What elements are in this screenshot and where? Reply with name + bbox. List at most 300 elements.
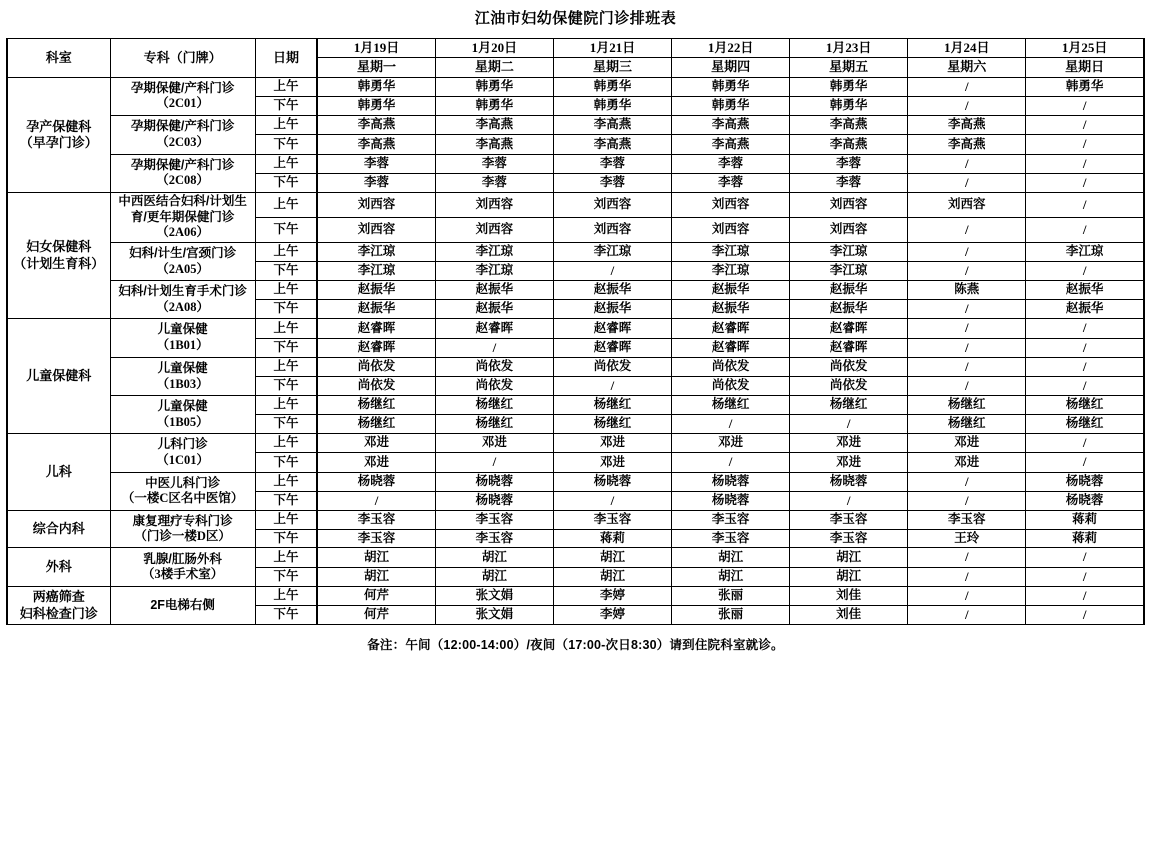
department-cell bbox=[7, 193, 110, 319]
schedule-cell-doctor: 杨继红 bbox=[317, 396, 435, 415]
header-day-date-4: 1月22日 bbox=[672, 39, 790, 58]
schedule-cell-empty: / bbox=[1026, 193, 1144, 218]
schedule-cell-doctor: 胡江 bbox=[317, 567, 435, 586]
schedule-cell-doctor: 胡江 bbox=[553, 548, 671, 567]
schedule-cell-doctor: 赵振华 bbox=[553, 281, 671, 300]
schedule-cell-doctor: 胡江 bbox=[553, 567, 671, 586]
schedule-cell-doctor: 胡江 bbox=[317, 548, 435, 567]
schedule-cell-doctor: 邓进 bbox=[790, 453, 908, 472]
schedule-cell-doctor: 尚依发 bbox=[435, 357, 553, 376]
schedule-cell-empty: / bbox=[1026, 217, 1144, 242]
schedule-cell-doctor: 杨继红 bbox=[790, 396, 908, 415]
schedule-cell-doctor: 李蓉 bbox=[435, 173, 553, 192]
schedule-cell-doctor: 李蓉 bbox=[790, 173, 908, 192]
clinic-name-line1: 妇科/计生/宫颈门诊 bbox=[129, 246, 237, 260]
header-day-weekday-2: 星期二 bbox=[435, 58, 553, 77]
schedule-cell-doctor: 李江琼 bbox=[317, 242, 435, 261]
clinic-cell bbox=[110, 154, 255, 193]
session-cell: 上午 bbox=[255, 511, 317, 530]
schedule-cell-doctor: 蒋莉 bbox=[553, 529, 671, 548]
schedule-cell-doctor: 邓进 bbox=[553, 453, 671, 472]
table-row bbox=[7, 193, 1144, 218]
schedule-cell-doctor: 赵振华 bbox=[1026, 300, 1144, 319]
session-cell: 上午 bbox=[255, 396, 317, 415]
schedule-cell-doctor: 韩勇华 bbox=[672, 77, 790, 96]
header-day-date-5: 1月23日 bbox=[790, 39, 908, 58]
session-cell: 上午 bbox=[255, 77, 317, 96]
schedule-cell-doctor: 邓进 bbox=[317, 434, 435, 453]
clinic-cell bbox=[110, 396, 255, 434]
session-cell: 下午 bbox=[255, 262, 317, 281]
schedule-cell-doctor: 李江琼 bbox=[435, 262, 553, 281]
schedule-cell-doctor: 赵振华 bbox=[790, 281, 908, 300]
table-row bbox=[7, 511, 1144, 530]
clinic-name-line1: 康复理疗专科门诊 bbox=[132, 513, 233, 528]
department-name-line2: （早孕门诊） bbox=[19, 134, 98, 150]
schedule-cell-doctor: 赵振华 bbox=[553, 300, 671, 319]
schedule-cell-empty: / bbox=[908, 96, 1026, 115]
schedule-cell-doctor: 张文娟 bbox=[435, 586, 553, 605]
schedule-cell-doctor: 杨晓蓉 bbox=[317, 472, 435, 491]
clinic-name-line1: 儿科门诊 bbox=[157, 437, 208, 452]
schedule-cell-empty: / bbox=[790, 414, 908, 433]
schedule-cell-empty: / bbox=[1026, 135, 1144, 154]
schedule-cell-doctor: 胡江 bbox=[435, 567, 553, 586]
schedule-cell-doctor: 杨晓蓉 bbox=[435, 491, 553, 510]
schedule-cell-doctor: 何芹 bbox=[317, 586, 435, 605]
schedule-cell-doctor: 韩勇华 bbox=[790, 77, 908, 96]
schedule-cell-doctor: 邓进 bbox=[672, 434, 790, 453]
session-cell: 下午 bbox=[255, 567, 317, 586]
clinic-name-line2: （3楼手术室） bbox=[142, 567, 224, 582]
clinic-cell bbox=[110, 434, 255, 473]
header-day-weekday-3: 星期三 bbox=[553, 58, 671, 77]
clinic-cell bbox=[110, 472, 255, 511]
header-day-weekday-7: 星期日 bbox=[1026, 58, 1144, 77]
schedule-cell-empty: / bbox=[1026, 116, 1144, 135]
schedule-cell-empty: / bbox=[1026, 606, 1144, 625]
schedule-cell-doctor: 刘西容 bbox=[317, 217, 435, 242]
schedule-cell-doctor: 刘佳 bbox=[790, 606, 908, 625]
schedule-cell-doctor: 杨继红 bbox=[672, 396, 790, 415]
schedule-cell-empty: / bbox=[908, 567, 1026, 586]
schedule-cell-doctor: 韩勇华 bbox=[435, 77, 553, 96]
schedule-cell-doctor: 李高燕 bbox=[435, 116, 553, 135]
session-cell: 上午 bbox=[255, 548, 317, 567]
department-cell bbox=[7, 586, 110, 625]
schedule-cell-doctor: 李高燕 bbox=[317, 135, 435, 154]
schedule-cell-doctor: 赵振华 bbox=[672, 300, 790, 319]
schedule-cell-doctor: 刘佳 bbox=[790, 586, 908, 605]
schedule-cell-doctor: 李高燕 bbox=[553, 116, 671, 135]
schedule-cell-doctor: 李玉容 bbox=[317, 511, 435, 530]
schedule-cell-empty: / bbox=[908, 217, 1026, 242]
session-cell: 下午 bbox=[255, 300, 317, 319]
clinic-name-line2: （2C03） bbox=[156, 134, 210, 149]
session-cell: 上午 bbox=[255, 116, 317, 135]
header-dept-label: 科室 bbox=[7, 39, 110, 78]
schedule-cell-doctor: 李婷 bbox=[553, 586, 671, 605]
department-cell bbox=[7, 548, 110, 587]
schedule-cell-empty: / bbox=[908, 377, 1026, 396]
page-title: 江油市妇幼保健院门诊排班表 bbox=[474, 10, 677, 27]
schedule-cell-doctor: 刘西容 bbox=[553, 193, 671, 218]
schedule-cell-doctor: 李玉容 bbox=[435, 529, 553, 548]
table-row bbox=[7, 586, 1144, 605]
clinic-name-line2: （1B03） bbox=[156, 376, 209, 391]
schedule-cell-doctor: 李高燕 bbox=[908, 135, 1026, 154]
schedule-cell-doctor: 杨继红 bbox=[908, 396, 1026, 415]
schedule-cell-doctor: 赵振华 bbox=[317, 281, 435, 300]
schedule-cell-doctor: 李高燕 bbox=[672, 116, 790, 135]
schedule-cell-doctor: 李玉容 bbox=[672, 529, 790, 548]
schedule-cell-doctor: 邓进 bbox=[908, 453, 1026, 472]
table-row bbox=[7, 357, 1144, 376]
schedule-cell-doctor: 李玉容 bbox=[672, 511, 790, 530]
session-cell: 上午 bbox=[255, 242, 317, 261]
header-day-date-7: 1月25日 bbox=[1026, 39, 1144, 58]
table-row bbox=[7, 472, 1144, 491]
schedule-cell-doctor: 杨晓蓉 bbox=[672, 472, 790, 491]
clinic-cell bbox=[110, 548, 255, 587]
session-cell: 下午 bbox=[255, 414, 317, 433]
session-cell: 上午 bbox=[255, 472, 317, 491]
clinic-cell bbox=[110, 242, 255, 281]
schedule-cell-doctor: 李玉容 bbox=[317, 529, 435, 548]
schedule-cell-empty: / bbox=[908, 606, 1026, 625]
clinic-cell bbox=[110, 281, 255, 319]
department-name-line1: 综合内科 bbox=[32, 521, 85, 537]
header-date-label: 日期 bbox=[255, 39, 317, 78]
schedule-cell-doctor: 赵睿晖 bbox=[435, 319, 553, 338]
schedule-cell-doctor: 李江琼 bbox=[672, 242, 790, 261]
schedule-cell-empty: / bbox=[553, 491, 671, 510]
clinic-name-line2: （1C01） bbox=[156, 452, 210, 467]
header-day-weekday-5: 星期五 bbox=[790, 58, 908, 77]
clinic-cell bbox=[110, 586, 255, 625]
clinic-name-line2: （2A05） bbox=[156, 261, 210, 276]
schedule-cell-doctor: 韩勇华 bbox=[790, 96, 908, 115]
schedule-cell-empty: / bbox=[1026, 567, 1144, 586]
schedule-cell-doctor: 邓进 bbox=[317, 453, 435, 472]
schedule-cell-empty: / bbox=[1026, 586, 1144, 605]
schedule-cell-doctor: 张丽 bbox=[672, 606, 790, 625]
schedule-cell-doctor: 尚依发 bbox=[672, 357, 790, 376]
header-day-date-6: 1月24日 bbox=[908, 39, 1026, 58]
schedule-cell-doctor: 李高燕 bbox=[908, 116, 1026, 135]
clinic-name-line2: 育/更年期保健门诊 bbox=[130, 209, 235, 224]
clinic-cell bbox=[110, 77, 255, 116]
schedule-cell-empty: / bbox=[908, 242, 1026, 261]
schedule-cell-doctor: 刘西容 bbox=[317, 193, 435, 218]
table-row bbox=[7, 116, 1144, 135]
schedule-cell-doctor: 韩勇华 bbox=[317, 96, 435, 115]
table-row bbox=[7, 396, 1144, 415]
header-day-date-3: 1月21日 bbox=[553, 39, 671, 58]
schedule-cell-doctor: 李江琼 bbox=[553, 242, 671, 261]
clinic-name-line3: （2A06） bbox=[156, 225, 210, 240]
schedule-cell-empty: / bbox=[1026, 338, 1144, 357]
schedule-cell-doctor: 李蓉 bbox=[317, 173, 435, 192]
schedule-cell-doctor: 李蓉 bbox=[553, 173, 671, 192]
schedule-cell-empty: / bbox=[908, 300, 1026, 319]
clinic-name-line2: （一楼C区名中医馆） bbox=[121, 491, 244, 506]
schedule-cell-empty: / bbox=[1026, 357, 1144, 376]
schedule-cell-doctor: 张文娟 bbox=[435, 606, 553, 625]
table-row bbox=[7, 281, 1144, 300]
schedule-cell-doctor: 邓进 bbox=[908, 434, 1026, 453]
clinic-name-line2: （门诊一楼D区） bbox=[134, 529, 231, 544]
schedule-cell-doctor: 杨晓蓉 bbox=[790, 472, 908, 491]
schedule-cell-doctor: 李江琼 bbox=[672, 262, 790, 281]
schedule-cell-doctor: 李蓉 bbox=[317, 154, 435, 173]
schedule-cell-doctor: 李玉容 bbox=[790, 511, 908, 530]
schedule-cell-doctor: 杨继红 bbox=[1026, 396, 1144, 415]
session-cell: 上午 bbox=[255, 357, 317, 376]
schedule-cell-doctor: 李江琼 bbox=[317, 262, 435, 281]
clinic-cell bbox=[110, 116, 255, 155]
schedule-cell-doctor: 杨继红 bbox=[553, 414, 671, 433]
schedule-cell-doctor: 刘西容 bbox=[435, 193, 553, 218]
schedule-cell-doctor: 张丽 bbox=[672, 586, 790, 605]
schedule-cell-doctor: 尚依发 bbox=[790, 357, 908, 376]
schedule-cell-doctor: 赵振华 bbox=[672, 281, 790, 300]
session-cell: 下午 bbox=[255, 96, 317, 115]
department-name-line1: 儿科 bbox=[45, 464, 72, 479]
schedule-cell-doctor: 赵睿晖 bbox=[790, 338, 908, 357]
schedule-cell-doctor: 李蓉 bbox=[435, 154, 553, 173]
schedule-cell-doctor: 刘西容 bbox=[908, 193, 1026, 218]
schedule-cell-empty: / bbox=[553, 377, 671, 396]
schedule-cell-empty: / bbox=[1026, 377, 1144, 396]
schedule-cell-empty: / bbox=[1026, 548, 1144, 567]
clinic-name-line2: （2C01） bbox=[156, 96, 210, 111]
schedule-cell-doctor: 刘西容 bbox=[672, 193, 790, 218]
schedule-cell-doctor: 尚依发 bbox=[790, 377, 908, 396]
schedule-cell-doctor: 杨晓蓉 bbox=[1026, 472, 1144, 491]
schedule-cell-empty: / bbox=[1026, 96, 1144, 115]
schedule-cell-empty: / bbox=[908, 262, 1026, 281]
schedule-cell-doctor: 韩勇华 bbox=[317, 77, 435, 96]
department-name-line2: 妇科检查门诊 bbox=[19, 605, 98, 621]
schedule-cell-empty: / bbox=[672, 414, 790, 433]
schedule-cell-doctor: 李高燕 bbox=[672, 135, 790, 154]
schedule-cell-doctor: 蒋莉 bbox=[1026, 511, 1144, 530]
schedule-cell-doctor: 李高燕 bbox=[317, 116, 435, 135]
session-cell: 下午 bbox=[255, 135, 317, 154]
schedule-cell-doctor: 陈燕 bbox=[908, 281, 1026, 300]
schedule-cell-doctor: 李高燕 bbox=[790, 116, 908, 135]
schedule-cell-doctor: 胡江 bbox=[790, 567, 908, 586]
clinic-name-line1: 妇科/计划生育手术门诊 bbox=[118, 284, 247, 299]
schedule-cell-doctor: 刘西容 bbox=[790, 193, 908, 218]
schedule-cell-doctor: 尚依发 bbox=[317, 377, 435, 396]
schedule-cell-empty: / bbox=[1026, 453, 1144, 472]
department-name-line2: （计划生育科） bbox=[13, 255, 105, 271]
schedule-cell-doctor: 杨晓蓉 bbox=[435, 472, 553, 491]
schedule-cell-doctor: 杨继红 bbox=[435, 396, 553, 415]
header-day-weekday-4: 星期四 bbox=[672, 58, 790, 77]
footer-note: 备注：午间（12:00-14:00）/夜间（17:00-次日8:30）请到住院科室就诊。 bbox=[367, 638, 784, 653]
header-day-date-2: 1月20日 bbox=[435, 39, 553, 58]
schedule-cell-doctor: 尚依发 bbox=[435, 377, 553, 396]
clinic-name-line1: 儿童保健 bbox=[157, 399, 208, 414]
schedule-cell-empty: / bbox=[1026, 319, 1144, 338]
schedule-cell-empty: / bbox=[908, 338, 1026, 357]
schedule-cell-doctor: 韩勇华 bbox=[553, 96, 671, 115]
schedule-cell-doctor: 李玉容 bbox=[435, 511, 553, 530]
schedule-cell-empty: / bbox=[908, 357, 1026, 376]
schedule-cell-doctor: 胡江 bbox=[435, 548, 553, 567]
session-cell: 上午 bbox=[255, 154, 317, 173]
schedule-cell-doctor: 赵振华 bbox=[435, 300, 553, 319]
schedule-cell-doctor: 李高燕 bbox=[435, 135, 553, 154]
schedule-cell-doctor: 韩勇华 bbox=[1026, 77, 1144, 96]
clinic-cell bbox=[110, 357, 255, 396]
schedule-cell-doctor: 杨继红 bbox=[553, 396, 671, 415]
clinic-cell bbox=[110, 511, 255, 548]
schedule-cell-doctor: 杨晓蓉 bbox=[672, 491, 790, 510]
table-row bbox=[7, 319, 1144, 338]
table-row bbox=[7, 154, 1144, 173]
session-cell: 下午 bbox=[255, 173, 317, 192]
schedule-cell-doctor: 刘西容 bbox=[672, 217, 790, 242]
session-cell: 上午 bbox=[255, 319, 317, 338]
schedule-cell-doctor: 赵睿晖 bbox=[553, 338, 671, 357]
department-name-line1: 儿童保健科 bbox=[26, 368, 92, 384]
schedule-cell-empty: / bbox=[908, 173, 1026, 192]
header-clinic-label: 专科（门牌） bbox=[110, 39, 255, 78]
schedule-cell-doctor: 赵振华 bbox=[435, 281, 553, 300]
session-cell: 下午 bbox=[255, 606, 317, 625]
schedule-cell-doctor: 李江琼 bbox=[790, 262, 908, 281]
session-cell: 下午 bbox=[255, 377, 317, 396]
header-day-weekday-1: 星期一 bbox=[317, 58, 435, 77]
schedule-cell-empty: / bbox=[317, 491, 435, 510]
schedule-cell-doctor: 赵振华 bbox=[1026, 281, 1144, 300]
clinic-name-line2: （1B05） bbox=[156, 414, 209, 429]
schedule-cell-empty: / bbox=[908, 548, 1026, 567]
schedule-table bbox=[6, 38, 1145, 625]
schedule-cell-doctor: 赵睿晖 bbox=[672, 319, 790, 338]
schedule-cell-doctor: 韩勇华 bbox=[553, 77, 671, 96]
schedule-cell-doctor: 刘西容 bbox=[553, 217, 671, 242]
department-cell bbox=[7, 319, 110, 434]
session-cell: 上午 bbox=[255, 586, 317, 605]
department-name-line1: 妇女保健科 bbox=[26, 239, 92, 255]
schedule-cell-doctor: 赵睿晖 bbox=[672, 338, 790, 357]
clinic-cell bbox=[110, 193, 255, 243]
clinic-name-line1: 孕期保健/产科门诊 bbox=[130, 80, 235, 95]
schedule-cell-doctor: 韩勇华 bbox=[672, 96, 790, 115]
table-row bbox=[7, 77, 1144, 96]
schedule-cell-empty: / bbox=[553, 262, 671, 281]
clinic-name-line1: 儿童保健 bbox=[157, 360, 208, 375]
schedule-cell-doctor: 李高燕 bbox=[553, 135, 671, 154]
schedule-cell-empty: / bbox=[908, 77, 1026, 96]
header-day-date-1: 1月19日 bbox=[317, 39, 435, 58]
schedule-cell-empty: / bbox=[908, 319, 1026, 338]
clinic-name-line2: （1B01） bbox=[156, 338, 209, 352]
session-cell: 下午 bbox=[255, 217, 317, 242]
session-cell: 下午 bbox=[255, 338, 317, 357]
clinic-name-line1: 孕期保健/产科门诊 bbox=[130, 157, 235, 172]
department-cell bbox=[7, 434, 110, 511]
schedule-cell-doctor: 胡江 bbox=[672, 548, 790, 567]
schedule-cell-doctor: 李蓉 bbox=[790, 154, 908, 173]
clinic-name-line1: 乳腺/肛肠外科 bbox=[143, 551, 222, 566]
session-cell: 下午 bbox=[255, 529, 317, 548]
schedule-cell-doctor: 杨继红 bbox=[908, 414, 1026, 433]
schedule-cell-doctor: 邓进 bbox=[553, 434, 671, 453]
schedule-cell-doctor: 胡江 bbox=[790, 548, 908, 567]
schedule-cell-doctor: 胡江 bbox=[672, 567, 790, 586]
schedule-cell-doctor: 赵睿晖 bbox=[317, 338, 435, 357]
schedule-cell-doctor: 韩勇华 bbox=[435, 96, 553, 115]
table-header-row-dates bbox=[7, 39, 1144, 58]
schedule-cell-doctor: 李蓉 bbox=[672, 173, 790, 192]
clinic-name-line2: （2C08） bbox=[156, 173, 210, 188]
schedule-cell-doctor: 尚依发 bbox=[317, 357, 435, 376]
department-name-line1: 外科 bbox=[45, 559, 72, 574]
schedule-cell-empty: / bbox=[908, 154, 1026, 173]
schedule-cell-doctor: 蒋莉 bbox=[1026, 529, 1144, 548]
clinic-name-line2: （2A08） bbox=[156, 299, 210, 314]
schedule-cell-doctor: 赵振华 bbox=[790, 300, 908, 319]
schedule-cell-empty: / bbox=[908, 491, 1026, 510]
department-name-line1: 两癌筛查 bbox=[32, 589, 85, 605]
clinic-name-line1: 中医儿科门诊 bbox=[145, 475, 221, 490]
schedule-cell-empty: / bbox=[790, 491, 908, 510]
schedule-cell-doctor: 赵睿晖 bbox=[553, 319, 671, 338]
clinic-name-line1: 孕期保健/产科门诊 bbox=[130, 119, 235, 134]
header-day-weekday-6: 星期六 bbox=[908, 58, 1026, 77]
schedule-cell-empty: / bbox=[908, 472, 1026, 491]
schedule-cell-doctor: 王玲 bbox=[908, 529, 1026, 548]
session-cell: 上午 bbox=[255, 281, 317, 300]
session-cell: 下午 bbox=[255, 491, 317, 510]
schedule-cell-doctor: 邓进 bbox=[790, 434, 908, 453]
schedule-cell-empty: / bbox=[1026, 154, 1144, 173]
department-name-line1: 孕产保健科 bbox=[26, 118, 92, 134]
schedule-cell-doctor: 赵睿晖 bbox=[790, 319, 908, 338]
schedule-cell-empty: / bbox=[1026, 262, 1144, 281]
department-cell bbox=[7, 511, 110, 548]
schedule-cell-doctor: 赵振华 bbox=[317, 300, 435, 319]
schedule-cell-empty: / bbox=[435, 453, 553, 472]
clinic-name-line1: 中西医结合妇科/计划生 bbox=[118, 194, 247, 208]
clinic-name-line1: 儿童保健 bbox=[157, 322, 208, 337]
table-row bbox=[7, 434, 1144, 453]
schedule-cell-doctor: 赵睿晖 bbox=[317, 319, 435, 338]
schedule-cell-doctor: 李江琼 bbox=[790, 242, 908, 261]
schedule-cell-doctor: 李婷 bbox=[553, 606, 671, 625]
clinic-cell bbox=[110, 319, 255, 358]
schedule-cell-empty: / bbox=[435, 338, 553, 357]
schedule-cell-doctor: 李玉容 bbox=[553, 511, 671, 530]
schedule-cell-empty: / bbox=[1026, 434, 1144, 453]
schedule-cell-doctor: 李玉容 bbox=[908, 511, 1026, 530]
schedule-cell-doctor: 杨继红 bbox=[435, 414, 553, 433]
schedule-cell-doctor: 刘西容 bbox=[435, 217, 553, 242]
schedule-cell-doctor: 李江琼 bbox=[1026, 242, 1144, 261]
table-row bbox=[7, 242, 1144, 261]
schedule-cell-doctor: 尚依发 bbox=[672, 377, 790, 396]
schedule-cell-doctor: 尚依发 bbox=[553, 357, 671, 376]
session-cell: 下午 bbox=[255, 453, 317, 472]
schedule-cell-doctor: 李蓉 bbox=[672, 154, 790, 173]
schedule-cell-doctor: 何芹 bbox=[317, 606, 435, 625]
